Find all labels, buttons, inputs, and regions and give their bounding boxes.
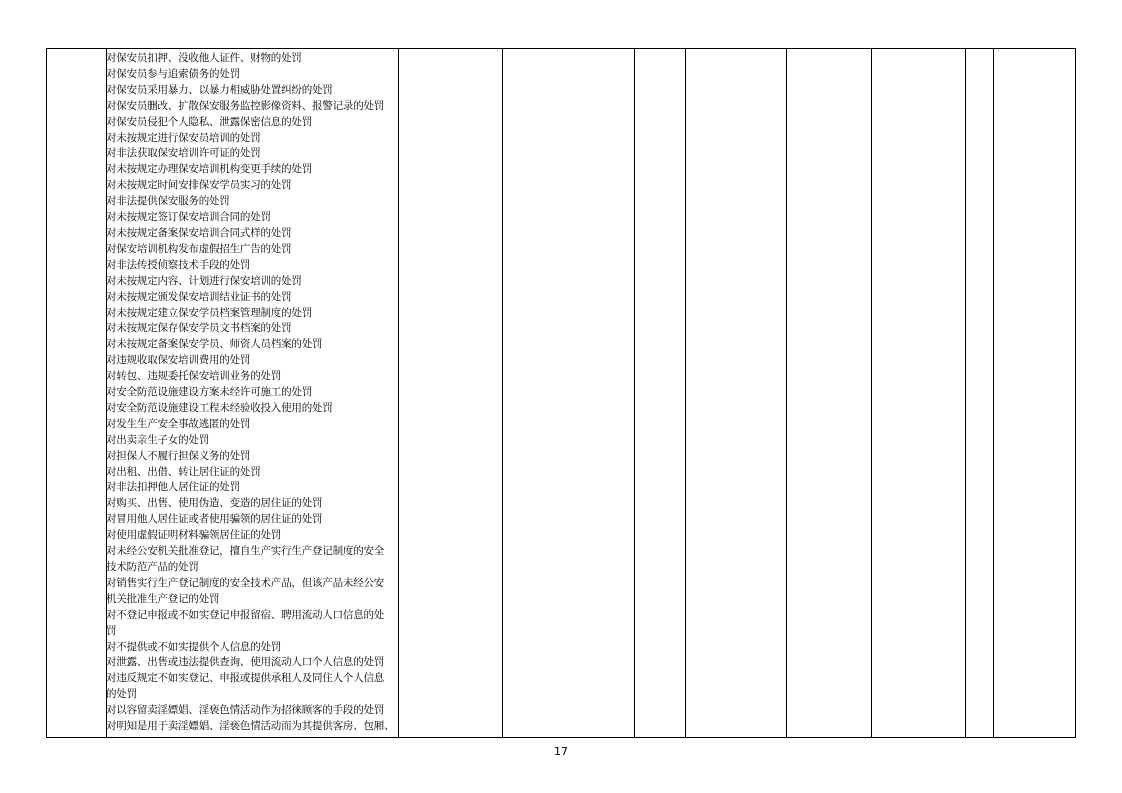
penalty-item-line: 对未按规定时间安排保安学员实习的处罚 [106, 179, 292, 192]
penalty-item-line: 对转包、违规委托保安培训业务的处罚 [106, 370, 282, 383]
penalty-item-line: 对未经公安机关批准登记，擅自生产实行生产登记制度的安全 [106, 545, 385, 558]
penalty-item-line: 对出租、出借、转让居住证的处罚 [106, 465, 261, 478]
penalty-item-line: 对使用虚假证明材料骗领居住证的处罚 [106, 529, 282, 542]
column-divider [786, 49, 787, 737]
penalty-item-line: 对出卖亲生子女的处罚 [106, 433, 209, 446]
penalty-item-line: 对保安员删改、扩散保安服务监控影像资料、报警记录的处罚 [106, 99, 385, 112]
penalty-item-line: 对非法传授侦察技术手段的处罚 [106, 258, 251, 271]
penalty-item-line: 对保安员采用暴力、以暴力相威胁处置纠纷的处罚 [106, 83, 333, 96]
penalty-item-line: 对违反规定不如实登记、申报或提供承租人及同住人个人信息 [106, 672, 385, 685]
penalty-item-line: 对未按规定进行保安员培训的处罚 [106, 131, 261, 144]
column-divider [634, 49, 635, 737]
penalty-item-line: 对未按规定内容、计划进行保安培训的处罚 [106, 274, 302, 287]
column-divider [993, 49, 994, 737]
column-divider [398, 49, 399, 737]
page-number: 17 [554, 745, 568, 758]
penalty-item-line: 对保安培训机构发布虚假招生广告的处罚 [106, 242, 292, 255]
penalty-item-line: 罚 [106, 624, 117, 637]
penalty-item-line: 的处罚 [106, 688, 137, 701]
penalty-item-line: 对保安员扣押、没收他人证件、财物的处罚 [106, 52, 302, 64]
penalty-item-line: 对保安员侵犯个人隐私、泄露保密信息的处罚 [106, 115, 312, 128]
penalty-item-line: 对未按规定备案保安培训合同式样的处罚 [106, 226, 292, 239]
penalty-item-line: 对非法获取保安培训许可证的处罚 [106, 147, 261, 160]
penalty-item-names-cell [106, 51, 398, 735]
penalty-item-line: 对未按规定建立保安学员档案管理制度的处罚 [106, 306, 312, 319]
penalty-item-line: 对未按规定签订保安培训合同的处罚 [106, 211, 271, 224]
penalty-item-line: 对未按规定颁发保安培训结业证书的处罚 [106, 290, 292, 303]
penalty-item-line: 对安全防范设施建设工程未经验收投入使用的处罚 [106, 401, 333, 414]
penalty-item-line: 技术防范产品的处罚 [106, 561, 199, 573]
penalty-item-line: 机关批准生产登记的处罚 [106, 592, 220, 605]
column-divider [685, 49, 686, 737]
penalty-item-line: 对发生生产安全事故逃匿的处罚 [106, 417, 251, 430]
penalty-item-line: 对非法提供保安服务的处罚 [106, 195, 230, 208]
penalty-item-line: 对不提供或不如实提供个人信息的处罚 [106, 640, 282, 653]
column-divider [965, 49, 966, 737]
penalty-item-line: 对泄露、出售或违法提供查询、使用流动人口个人信息的处罚 [106, 656, 385, 669]
penalty-item-line: 对购买、出售、使用伪造、变造的居住证的处罚 [106, 497, 323, 510]
penalty-item-line: 对安全防范设施建设方案未经许可施工的处罚 [106, 386, 312, 399]
penalty-item-line: 对未按规定保存保安学员文书档案的处罚 [106, 322, 292, 335]
column-divider [871, 49, 872, 737]
penalty-item-line: 对未按规定备案保安学员、师资人员档案的处罚 [106, 338, 323, 351]
penalty-item-line: 对冒用他人居住证或者使用骗领的居住证的处罚 [106, 513, 323, 526]
penalty-item-line: 对不登记申报或不如实登记申报留宿、聘用流动人口信息的处 [106, 608, 385, 621]
penalty-item-line: 对违规收取保安培训费用的处罚 [106, 354, 251, 367]
penalty-item-line: 对非法扣押他人居住证的处罚 [106, 481, 240, 494]
penalty-item-line: 对明知是用于卖淫嫖娼、淫亵色情活动而为其提供客房、包厢、 [106, 720, 395, 733]
penalty-item-line: 对保安员参与追索债务的处罚 [106, 67, 240, 80]
penalty-item-line: 对以容留卖淫嫖娼、淫亵色情活动作为招徕顾客的手段的处罚 [106, 704, 385, 717]
column-divider [502, 49, 503, 737]
penalty-item-line: 对担保人不履行担保义务的处罚 [106, 449, 251, 462]
penalty-item-line: 对未按规定办理保安培训机构变更手续的处罚 [106, 163, 312, 176]
penalty-item-line: 对销售实行生产登记制度的安全技术产品，但该产品未经公安 [106, 576, 385, 589]
